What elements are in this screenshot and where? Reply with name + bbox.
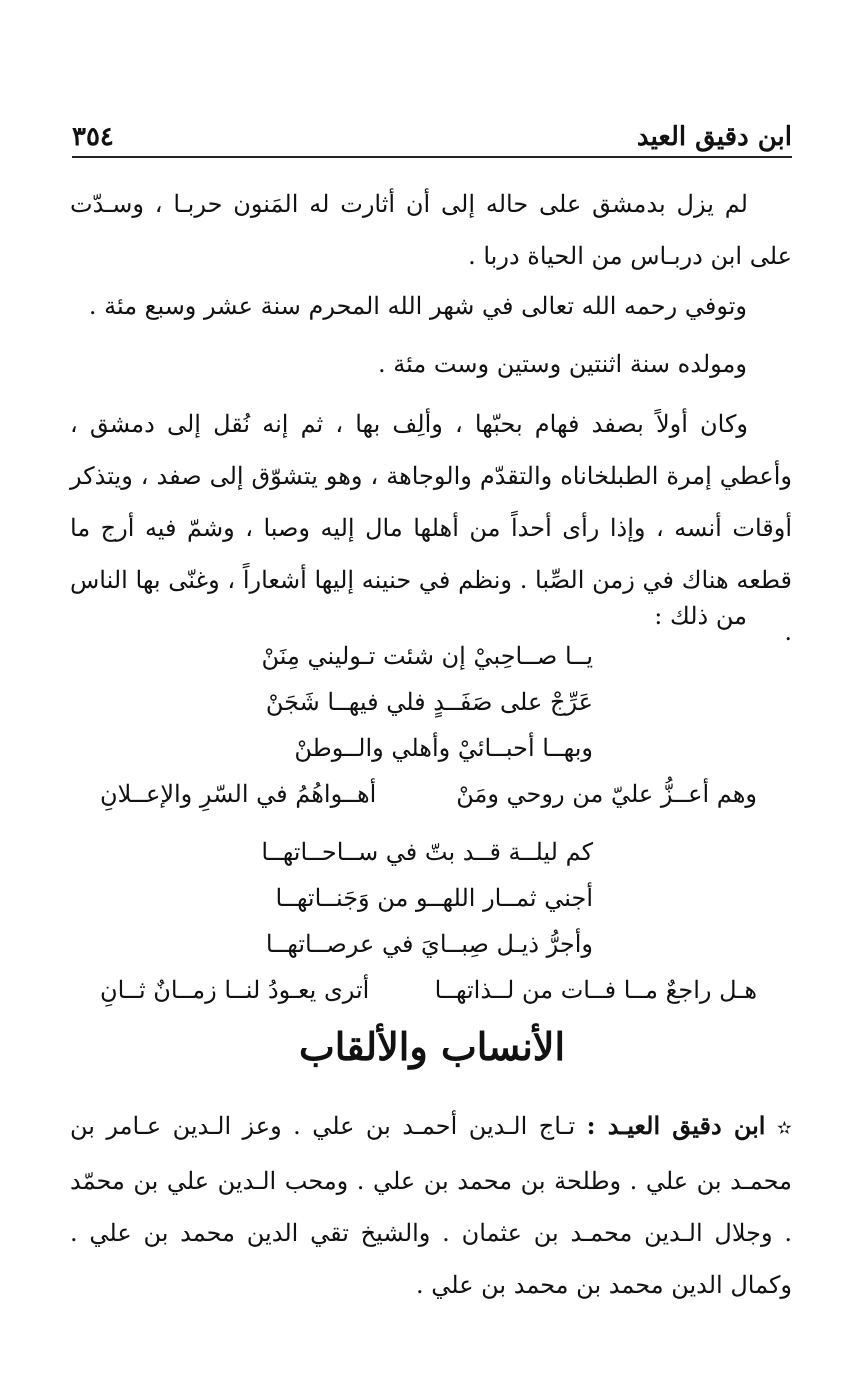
paragraph-3: ومولده سنة اثنتين وستين وست مئة .	[378, 350, 747, 378]
paragraph-1	[70, 178, 792, 282]
running-head	[72, 118, 792, 158]
poem-2-line-3: وأجرُّ ذيـل صِبــايَ في عرصــاتهــا	[265, 930, 593, 958]
paragraph-5: من ذلك :	[654, 602, 747, 630]
section-title: الأنساب والألقاب	[298, 1024, 566, 1069]
poem-1-line-3: وبهــا أحبــائيْ وأهلي والــوطنْ	[294, 734, 593, 762]
star-icon: ✫	[776, 1118, 792, 1139]
poem-2-line-1: كم ليلــة قــد بتّ في ســاحــاتهــا	[261, 838, 593, 866]
entry-heading: ابن دقيق العيـد :	[586, 1111, 766, 1140]
entry-ibn-daqiq-al-eid	[70, 1100, 792, 1311]
running-head-title: ابن دقيق العيد	[636, 122, 792, 152]
paragraph-4-text: وكان أولاً بصفد فهام بحبّها ، وألِف بها ، ثم إنه نُقل إلى دمشق ، وأعطي إمرة الطبلخاناه والتقدّم والوجاهة ، وهو يتشوّق إلى صفد ، ويتذكر أوقات أنسه ، وإذا رأى أحداً من أهلها مال إليه وصبا ، وشمّ فيه أرج ما قطعه هناك في زمن الصِّبا . ونظم في حنينه إليها أشعاراً ، وغنّى بها الناس .	[70, 410, 793, 646]
poem-2-line-4-right: هـل راجعٌ مــا فــات من لــذاتهــا	[434, 976, 757, 1004]
poem-2-line-2: أجني ثمــار اللهــو من وَجَنــاتهــا	[275, 884, 593, 912]
poem-1-line-4-right: وهم أعــزُّ عليّ من روحي ومَنْ	[456, 780, 757, 808]
entry-text: تـاج الـدين أحمـد بن علي . وعز الـدين عـامر بن محمـد بن علي . وطلحة بن محمد بن علي . ومحب الـدين علي بن محمّد . وجلال الـدين محمـد بن عثمان . والشيخ تقي الدين محمد بن علي . وكمال الدين محمد بن محمد بن علي .	[70, 1112, 792, 1299]
page-number: ٣٥٤	[72, 122, 114, 152]
poem-1-line-2: عَرِّجْ على صَفَــدٍ فلي فيهــا شَجَنْ	[265, 688, 593, 716]
poem-1-line-4-left: أهــواهُمُ في السّرِ والإعــلانِ	[100, 780, 377, 808]
paragraph-2: وتوفي رحمه الله تعالى في شهر الله المحرم سنة عشر وسبع مئة .	[88, 292, 747, 320]
poem-1-line-1: يــا صــاحِبيْ إن شئت تـوليني مِنَنْ	[261, 642, 593, 670]
poem-2-line-4-left: أترى يعـودُ لنــا زمــانٌ ثــانِ	[100, 976, 370, 1004]
paragraph-1-text: لم يزل بدمشق على حاله إلى أن أثارت له المَنون حربـا ، وسـدّت على ابن دربـاس من الحياة دربا .	[70, 190, 792, 270]
